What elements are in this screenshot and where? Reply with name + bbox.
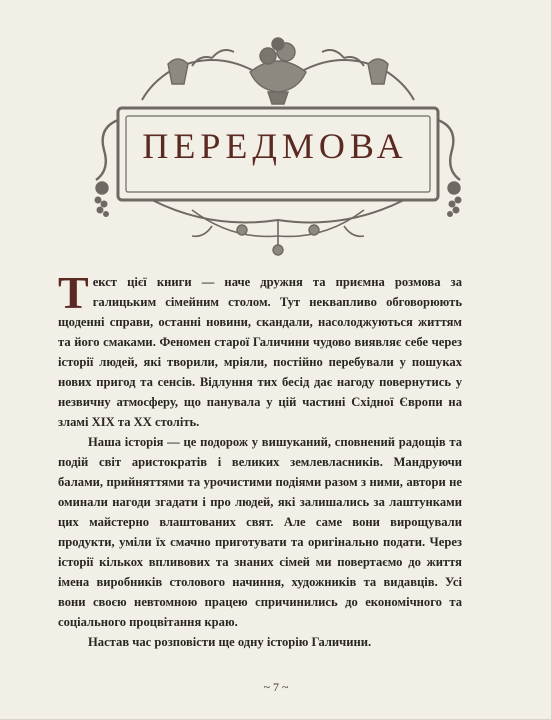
paragraph: Настав час розповісти ще одну історію Галичини. <box>88 635 372 649</box>
drop-cap: Т <box>58 267 89 318</box>
paragraph-text: екст цієї книги — наче дружня та приємна розмова за галицьким сімейним столом. Тут неквапливо обговорюють щоденні справи, останні новини, скандали, насолоджуються життям та його смаками. Феномен старої Галичини чудово виявляє себе через історії людей, які творили, мріяли, постійно перебували у пошуках нових пригод та сенсів. Відлуння тих бесід дає нагоду повернутись у незвичну атмосферу, що панувала у цій частині Східної Європи на зламі XIX та XX століть. <box>58 275 462 429</box>
page-number: ~ 7 ~ <box>263 680 289 694</box>
page-title: ПЕРЕДМОВА <box>142 126 408 166</box>
body-text <box>58 267 462 652</box>
paragraph: Наша історія — це подорож у вишуканий, сповнений радощів та подій світ аристократів і великих землевласників. Мандруючи балами, прийняттями та урочистими подіями разом з ними, автори не оминали нагоди згадати і про людей, які залишались за лаштунками цих майстерно влаштованих свят. Але саме вони вирощували продукти, уміли їх смачно приготувати та оригінально подати. Через історії кількох впливових та знаних сімей ми повертаємо до життя імена виробників столового начиння, художників та видавців. Усі вони своєю невтомною працею спричинились до економічного та соціального процвітання краю. <box>58 435 462 629</box>
paragraph-intro <box>58 267 462 432</box>
